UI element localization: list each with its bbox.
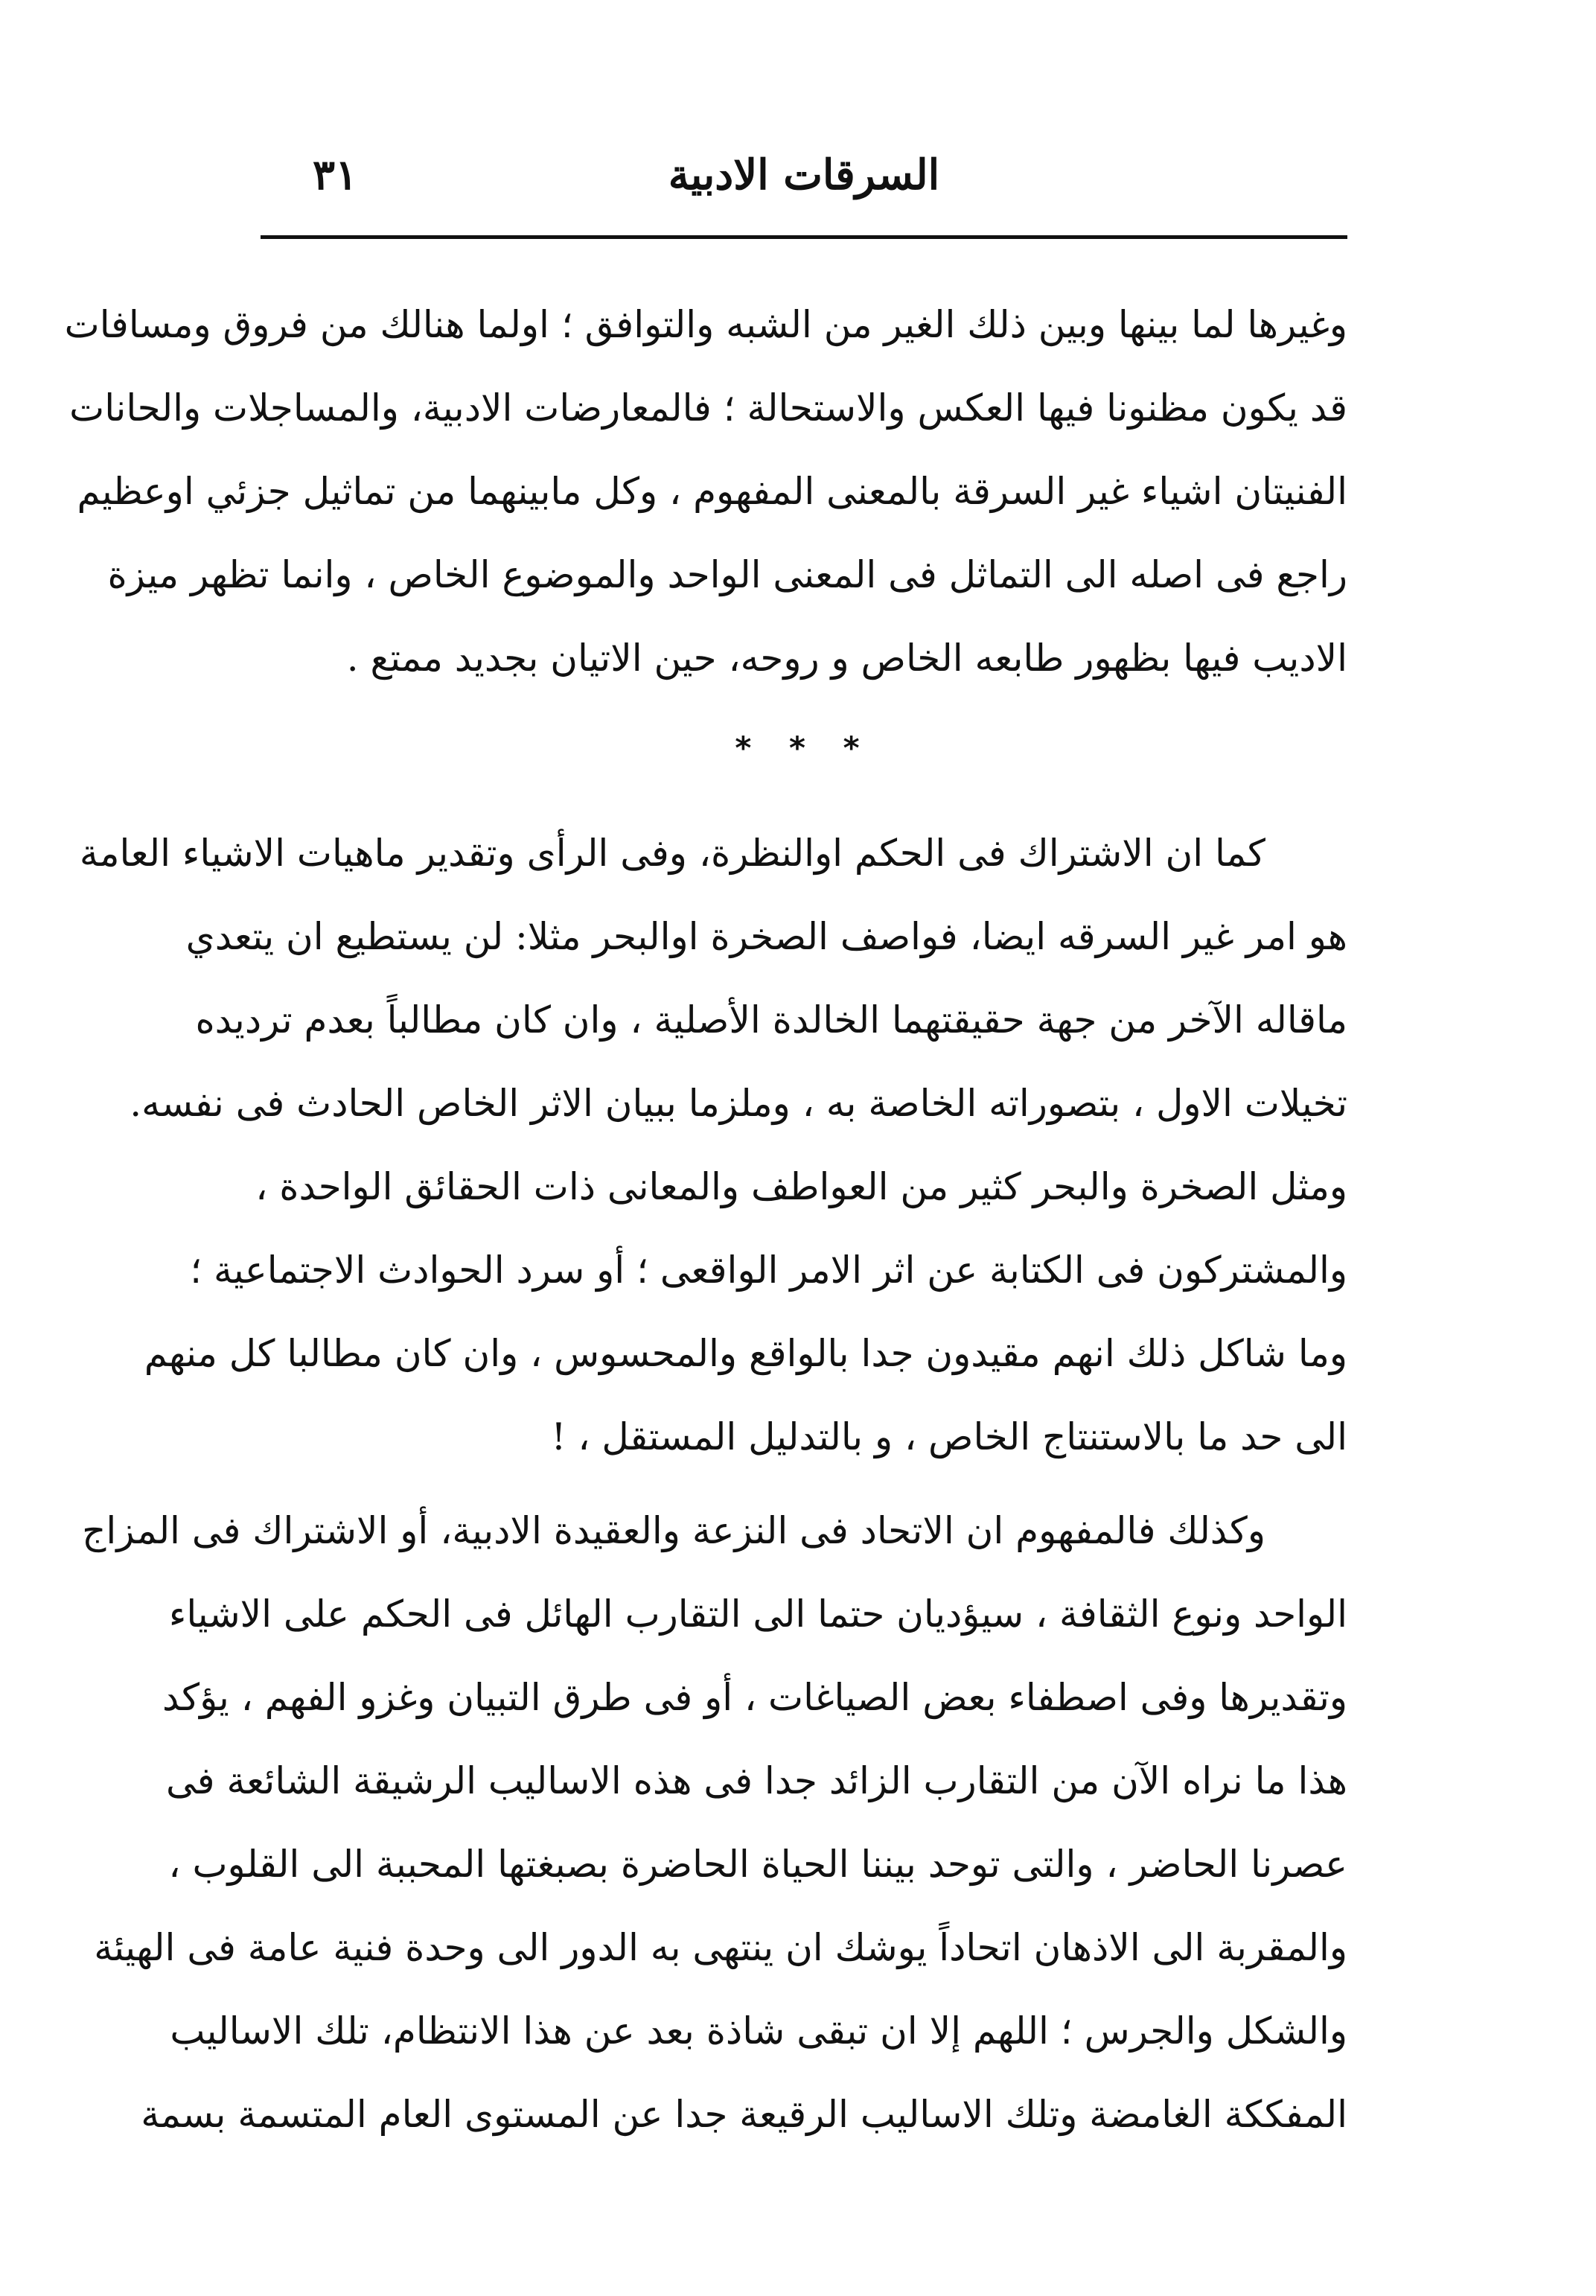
paragraph-1 [64, 283, 1347, 700]
page-header [261, 140, 1347, 214]
text-line: ومثل الصخرة والبحر كثير من العواطف والمعانى ذات الحقائق الواحدة ، [255, 1165, 1347, 1208]
text-line: وما شاكل ذلك انهم مقيدون جدا بالواقع والمحسوس ، وان كان مطالبا كل منهم [144, 1332, 1347, 1375]
text-line: الى حد ما بالاستنتاج الخاص ، و بالتدليل المستقل ، ! [551, 1415, 1347, 1458]
text-line: وغيرها لما بينها وبين ذلك الغير من الشبه والتوافق ؛ اولما هنالك من فروق ومسافات [64, 303, 1347, 346]
header-rule [261, 235, 1347, 239]
text-line: هذا ما نراه الآن من التقارب الزائد جدا فى هذه الاساليب الرشيقة الشائعة فى [166, 1759, 1347, 1802]
text-line: راجع فى اصله الى التماثل فى المعنى الواحد والموضوع الخاص ، وانما تظهر ميزة [107, 553, 1347, 596]
text-line: وكذلك فالمفهوم ان الاتحاد فى النزعة والعقيدة الادبية، أو الاشتراك فى المزاج [82, 1509, 1265, 1552]
text-line: قد يكون مظنونا فيها العكس والاستحالة ؛ فالمعارضات الادبية، والمساجلات والحانات [69, 386, 1347, 430]
text-line: كما ان الاشتراك فى الحكم اوالنظرة، وفى الرأى وتقدير ماهيات الاشياء العامة [79, 832, 1265, 875]
text-line: الفنيتان اشياء غير السرقة بالمعنى المفهوم ، وكل مابينهما من تماثيل جزئي اوعظيم [77, 470, 1347, 513]
text-line: هو امر غير السرقه ايضا، فواصف الصخرة اوالبحر مثلا: لن يستطيع ان يتعدي [185, 915, 1347, 958]
text-line: عصرنا الحاضر ، والتى توحد بيننا الحياة الحاضرة بصبغتها المحببة الى القلوب ، [168, 1843, 1347, 1886]
text-line: الاديب فيها بظهور طابعه الخاص و روحه، حين الاتيان بجديد ممتع . [346, 637, 1347, 680]
paragraph-2 [79, 811, 1347, 1479]
text-line: ماقاله الآخر من جهة حقيقتهما الخالدة الأصلية ، وان كان مطالباً بعدم ترديده [195, 998, 1347, 1042]
text-line: والمشتركون فى الكتابة عن اثر الامر الواقعى ؛ أو سرد الحوادث الاجتماعية ؛ [190, 1249, 1347, 1292]
text-line: الواحد ونوع الثقافة ، سيؤديان حتما الى التقارب الهائل فى الحكم على الاشياء [168, 1592, 1347, 1636]
text-line: والمقربة الى الاذهان اتحاداً يوشك ان ينتهى به الدور الى وحدة فنية عامة فى الهيئة [94, 1926, 1347, 1969]
text-line: تخيلات الاول ، بتصوراته الخاصة به ، وملزما ببيان الاثر الخاص الحادث فى نفسه. [130, 1082, 1347, 1125]
page-number: ٣١ [313, 150, 358, 200]
running-title: السرقات الادبية [668, 150, 940, 200]
paragraph-3 [82, 1489, 1347, 2156]
text-line: والشكل والجرس ؛ اللهم إلا ان تبقى شاذة بعد عن هذا الانتظام، تلك الاساليب [170, 2009, 1347, 2053]
text-line: المفككة الغامضة وتلك الاساليب الرقيعة جدا عن المستوى العام المتسمة بسمة [141, 2093, 1347, 2136]
section-separator: * * * [735, 730, 873, 766]
text-line: وتقديرها وفى اصطفاء بعض الصياغات ، أو فى طرق التبيان وغزو الفهم ، يؤكد [162, 1676, 1347, 1719]
